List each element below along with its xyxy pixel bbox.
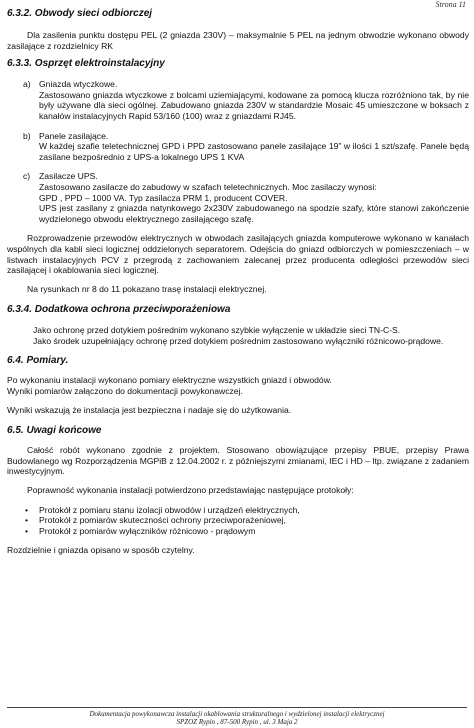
list-item-text: Protokół z pomiarów skuteczności ochrony przeciwporażeniowej, — [39, 515, 286, 526]
list-item-text: UPS jest zasilany z gniazda natynkowego 2x230V zabudowanego na spodzie szafy, które stanowi zakończenie wydzielonego obwodu elektrycznego zasilającego szafę. — [39, 203, 469, 224]
list-item-title: Zasilacze UPS. — [39, 171, 98, 182]
paragraph: Wyniki pomiarów załączono do dokumentacji powykonawczej. — [7, 386, 243, 397]
list-marker: a) — [23, 79, 31, 90]
list-item — [7, 515, 469, 526]
paragraph: Na rysunkach nr 8 do 11 pokazano trasę instalacji elektrycznej. — [27, 283, 267, 294]
list-item-a — [7, 79, 469, 121]
list-marker: b) — [23, 130, 31, 141]
list-item-text: GPD , PPD – 1000 VA. Typ zasilacza PRM 1, producent COVER. — [39, 192, 288, 203]
paragraph: Rozprowadzenie przewodów elektrycznych w obwodach zasilających gniazda komputerowe wykonano w kanałach wspólnych dla kabli sieci logicznej oddzielonych separatorem. Odejścia do gniazd odbiorczych w pomieszczeniach – w listwach instalacyjnych PCV z przegrodą z zachowaniem zalecanej przez producenta odległości przewodów sieci zasilającej i okablowania sieci logicznej. — [7, 233, 469, 276]
paragraph: Jako środek uzupełniający ochronę przed dotykiem pośrednim zastosowano wyłączniki różnicowo-prądowe. — [33, 335, 444, 346]
section-heading-634: 6.3.4. Dodatkowa ochrona przeciwporażeniowa — [7, 304, 231, 316]
footer-divider — [7, 707, 467, 708]
paragraph: Rozdzielnie i gniazda opisano w sposób czytelny. — [7, 545, 195, 556]
paragraph: Dla zasilenia punktu dostępu PEL (2 gniazda 230V) – maksymalnie 5 PEL na jednym obwodzie wykonano obwody zasilające z rozdzielnicy RK — [7, 30, 469, 51]
section-heading-65: 6.5. Uwagi końcowe — [7, 425, 102, 437]
section-heading-64: 6.4. Pomiary. — [7, 355, 69, 367]
paragraph: Poprawność wykonania instalacji potwierdzono przedstawiając następujące protokoły: — [27, 485, 354, 496]
list-marker: c) — [23, 171, 31, 182]
document-body — [7, 30, 469, 556]
list-item-text: Zastosowano gniazda wtyczkowe z bolcami uziemiającymi, kodowane za pomocą klucza rozróżniono tak, by nie były używane dla sieci ogólnej. Zabudowano gniazda 230V w standardzie Mosaic 45 umieszczone w boksach z kanałów instalacyjnych Rapid 53/160 (100) wraz z gniazdami RJ45. — [39, 89, 469, 121]
list-item-text: W każdej szafie teletechnicznej GPD i PPD zastosowano panele zasilające 19” w ilości 1 szt/szafę. Panele będą zasilane bezpośrednio z UPS-a lokalnego UPS 1 KVA — [39, 141, 469, 162]
list-item-b — [7, 131, 469, 163]
page-number: Strona 11 — [435, 0, 466, 9]
list-item-c — [7, 171, 469, 224]
section-heading-633: 6.3.3. Osprzęt elektroinstalacyjny — [7, 58, 165, 70]
paragraph: Po wykonaniu instalacji wykonano pomiary elektryczne wszystkich gniazd i obwodów. — [7, 375, 332, 386]
list-item-text: Protokół z pomiarów wyłączników różnicowo - prądowym — [39, 525, 256, 536]
list-item-title: Panele zasilające. — [39, 130, 109, 141]
bullet-icon: • — [25, 504, 29, 515]
bullet-icon: • — [25, 525, 29, 536]
list-item — [7, 526, 469, 537]
paragraph: Całość robót wykonano zgodnie z projektem. Stosowano obowiązujące przepisy PBUE, przepisy Prawa Budowlanego wg Rozporządzenia MGPiB z 12.04.2002 r. z późniejszymi zmianami, IEC i HD – ltp. związane z zadaniem inwestycyjnym. — [7, 445, 469, 477]
footer-address: SPZOZ Rypin , 87-500 Rypin , ul. 3 Maja 2 — [176, 718, 298, 726]
protocol-list — [7, 505, 469, 537]
list-item-title: Gniazda wtyczkowe. — [39, 79, 118, 90]
section-heading-632: 6.3.2. Obwody sieci odbiorczej — [7, 8, 153, 19]
footer-title: Dokumentacja powykonawcza instalacji okablowania strukturalnego i wydzielonej instalacji elektrycznej — [89, 710, 385, 718]
list-item-text: Zastosowano zasilacze do zabudowy w szafach teletechnicznych. Moc zasilaczy wynosi: — [39, 181, 377, 192]
paragraph: Jako ochronę przed dotykiem pośrednim wykonano szybkie wyłączenie w układzie sieci TN-C-S. — [33, 325, 401, 336]
list-item — [7, 505, 469, 516]
bullet-icon: • — [25, 515, 29, 526]
list-item-text: Protokół z pomiaru stanu izolacji obwodów i urządzeń elektrycznych, — [39, 504, 300, 515]
paragraph: Wyniki wskazują że instalacja jest bezpieczna i nadaje się do użytkowania. — [7, 404, 292, 415]
page-footer — [0, 710, 474, 726]
